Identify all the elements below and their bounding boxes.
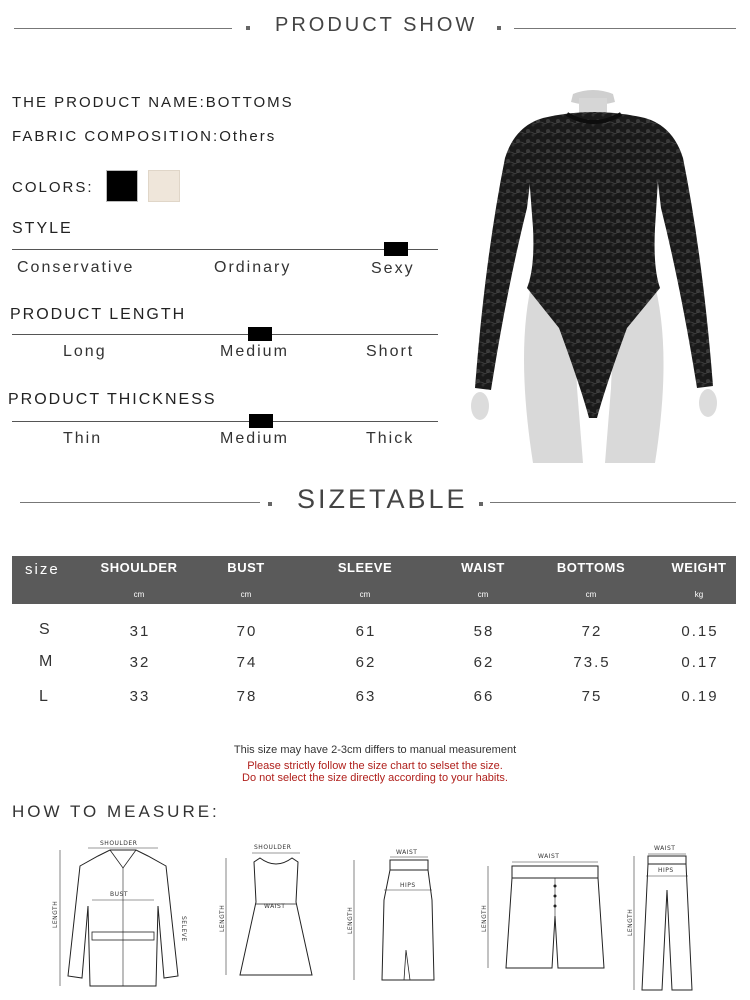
- cell-waist: 58: [473, 623, 495, 640]
- style-selected-marker: [384, 242, 408, 256]
- size-column-header: size: [25, 561, 60, 578]
- svg-text:WAIST: WAIST: [654, 845, 676, 852]
- style-option-ordinary: Ordinary: [214, 259, 292, 276]
- svg-text:HIPS: HIPS: [658, 867, 674, 874]
- cell-weight: 0.15: [681, 623, 719, 640]
- style-title: STYLE: [12, 220, 73, 237]
- thickness-title: PRODUCT THICKNESS: [8, 391, 217, 408]
- cell-shoulder: 33: [129, 688, 151, 705]
- product-photo[interactable]: [455, 88, 730, 466]
- pants-measure-diagram: [626, 840, 706, 995]
- cell-weight: 0.19: [681, 688, 719, 705]
- jacket-measure-diagram: [48, 836, 198, 994]
- thickness-option-medium: Medium: [220, 430, 289, 447]
- divider-dot: [497, 26, 501, 30]
- measurement-note: This size may have 2-3cm differs to manual measurement: [233, 744, 517, 756]
- shorts-measure-diagram: [476, 846, 616, 974]
- warning-note: Do not select the size directly according to your habits.: [242, 772, 508, 784]
- column-header-weight: WEIGHT: [671, 560, 727, 575]
- cell-bottoms: 73.5: [573, 654, 611, 671]
- svg-text:LENGTH: LENGTH: [52, 900, 59, 928]
- product-name: THE PRODUCT NAME:BOTTOMS: [12, 94, 294, 111]
- thickness-selected-marker: [249, 414, 273, 428]
- length-selected-marker: [248, 327, 272, 341]
- cell-sleeve: 63: [355, 688, 377, 705]
- svg-text:WAIST: WAIST: [538, 853, 560, 860]
- svg-text:LENGTH: LENGTH: [627, 908, 634, 936]
- svg-text:WAIST: WAIST: [264, 903, 286, 910]
- svg-text:SELEVE: SELEVE: [180, 916, 187, 942]
- row-size-label: S: [39, 621, 50, 638]
- column-header-waist: WAIST: [461, 560, 505, 575]
- cell-shoulder: 32: [129, 654, 151, 671]
- how-to-measure-title: HOW TO MEASURE:: [12, 802, 220, 821]
- cell-bottoms: 72: [581, 623, 603, 640]
- divider-right: [514, 28, 736, 29]
- style-option-sexy: Sexy: [371, 260, 415, 277]
- fabric-composition: FABRIC COMPOSITION:Others: [12, 128, 277, 145]
- skirt-measure-diagram: [344, 840, 444, 985]
- divider-dot: [268, 502, 272, 506]
- dress-measure-diagram: [216, 840, 316, 985]
- thickness-scale-line: [12, 421, 438, 422]
- svg-text:LENGTH: LENGTH: [347, 906, 354, 934]
- cell-weight: 0.17: [681, 654, 719, 671]
- divider-left: [14, 28, 232, 29]
- thickness-option-thick: Thick: [366, 430, 415, 447]
- thickness-option-thin: Thin: [63, 430, 103, 447]
- unit-sleeve: cm: [359, 590, 371, 599]
- column-header-bottoms: BOTTOMS: [556, 560, 626, 575]
- cell-bottoms: 75: [581, 688, 603, 705]
- column-header-shoulder: SHOULDER: [100, 560, 178, 575]
- sizetable-title: SIZETABLE: [297, 484, 468, 514]
- unit-shoulder: cm: [133, 590, 145, 599]
- length-option-medium: Medium: [220, 343, 289, 360]
- size-table-header: [12, 556, 736, 604]
- color-swatch-black[interactable]: [106, 170, 138, 202]
- warning-note: Please strictly follow the size chart to selset the size.: [247, 760, 503, 772]
- unit-bottoms: cm: [585, 590, 597, 599]
- divider-right: [490, 502, 736, 503]
- length-option-long: Long: [63, 343, 107, 360]
- product-show-title: PRODUCT SHOW: [275, 14, 478, 36]
- length-option-short: Short: [366, 343, 415, 360]
- unit-waist: cm: [477, 590, 489, 599]
- cell-waist: 62: [473, 654, 495, 671]
- svg-text:HIPS: HIPS: [400, 882, 416, 889]
- divider-dot: [246, 26, 250, 30]
- divider-dot: [479, 502, 483, 506]
- cell-waist: 66: [473, 688, 495, 705]
- cell-sleeve: 62: [355, 654, 377, 671]
- cell-shoulder: 31: [129, 623, 151, 640]
- svg-text:WAIST: WAIST: [396, 849, 418, 856]
- unit-weight: kg: [694, 590, 704, 599]
- cell-sleeve: 61: [355, 623, 377, 640]
- colors-label: COLORS:: [12, 179, 94, 196]
- column-header-bust: BUST: [227, 560, 265, 575]
- svg-text:LENGTH: LENGTH: [481, 904, 488, 932]
- unit-bust: cm: [240, 590, 252, 599]
- color-swatch-beige[interactable]: [148, 170, 180, 202]
- style-option-conservative: Conservative: [17, 259, 135, 276]
- divider-left: [20, 502, 260, 503]
- svg-text:SHOULDER: SHOULDER: [254, 844, 292, 851]
- svg-text:LENGTH: LENGTH: [219, 904, 226, 932]
- column-header-sleeve: SLEEVE: [337, 560, 393, 575]
- length-scale-line: [12, 334, 438, 335]
- svg-text:SHOULDER: SHOULDER: [100, 840, 138, 847]
- length-title: PRODUCT LENGTH: [10, 306, 187, 323]
- row-size-label: M: [39, 653, 53, 670]
- style-scale-line: [12, 249, 438, 250]
- cell-bust: 70: [236, 623, 258, 640]
- row-size-label: L: [39, 688, 48, 705]
- cell-bust: 74: [236, 654, 258, 671]
- cell-bust: 78: [236, 688, 258, 705]
- svg-text:BUST: BUST: [110, 891, 128, 898]
